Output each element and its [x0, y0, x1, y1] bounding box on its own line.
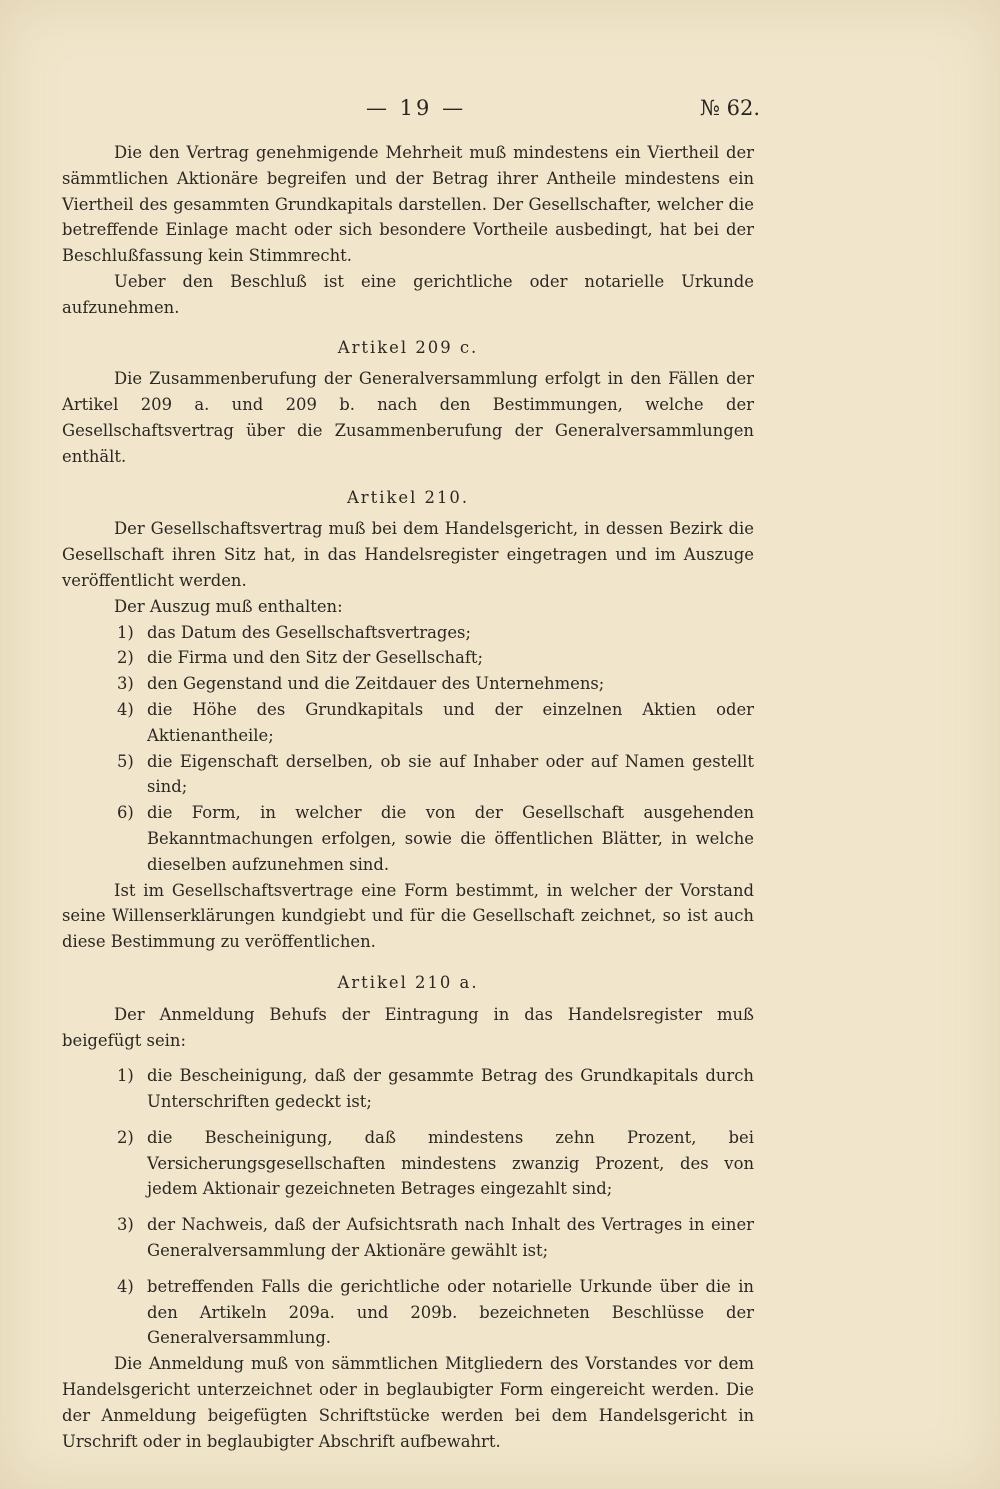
- list-number: 2): [117, 1127, 134, 1147]
- paragraph: Ist im Gesellschaftsvertrage eine Form bestimmt, in welcher der Vorstand seine Willenserklärungen kundgiebt und für die Gesellschaft zeichnet, so ist auch diese Bestimmung zu veröffentlichen.: [62, 880, 754, 952]
- list-number: 2): [117, 648, 134, 668]
- list-text: der Nachweis, daß der Aufsichtsrath nach Inhalt des Vertrages in einer Generalversammlung der Aktionäre gewählt ist;: [147, 1215, 754, 1261]
- list-item: [62, 620, 754, 646]
- enumerated-list: [62, 1063, 754, 1351]
- list-number: 3): [117, 674, 134, 694]
- body-text: [62, 140, 754, 1454]
- article-heading: Artikel 210 a.: [337, 972, 479, 992]
- list-item: [62, 749, 754, 801]
- list-item: [62, 1125, 754, 1202]
- list-item: [62, 1274, 754, 1351]
- article-heading: Artikel 209 c.: [337, 337, 479, 357]
- list-item: [62, 1212, 754, 1264]
- list-text: die Bescheinigung, daß mindestens zehn Prozent, bei Versicherungsgesellschaften mindestens zwanzig Prozent, des von jedem Aktionair gezeichneten Betrages eingezahlt sind;: [147, 1127, 754, 1199]
- running-header: [60, 96, 760, 126]
- paragraph: Die Zusammenberufung der Generalversammlung erfolgt in den Fällen der Artikel 209 a. und 209 b. nach den Bestimmungen, welche der Gesellschaftsvertrag über die Zusammenberufung der Generalversammlungen enthält.: [62, 369, 754, 466]
- paragraph: Der Anmeldung Behufs der Eintragung in das Handelsregister muß beigefügt sein:: [62, 1004, 754, 1050]
- paragraph: Der Gesellschaftsvertrag muß bei dem Handelsgericht, in dessen Bezirk die Gesellschaft ihren Sitz hat, in das Handelsregister eingetragen und im Auszuge veröffentlicht werden.: [62, 519, 754, 590]
- list-number: 4): [117, 699, 134, 719]
- list-number: 3): [117, 1215, 134, 1235]
- paragraph: Ueber den Beschluß ist eine gerichtliche oder notarielle Urkunde aufzunehmen.: [62, 271, 754, 317]
- list-text: die Höhe des Grundkapitals und der einzelnen Aktien oder Aktienantheile;: [147, 699, 754, 745]
- list-item: [62, 645, 754, 671]
- list-number: 4): [117, 1276, 134, 1296]
- list-text: den Gegenstand und die Zeitdauer des Unternehmens;: [147, 674, 605, 694]
- list-item: [62, 697, 754, 749]
- list-text: betreffenden Falls die gerichtliche oder notarielle Urkunde über die in den Artikeln 209a. und 209b. bezeichneten Beschlüsse der Generalversammlung.: [147, 1276, 754, 1348]
- list-text: die Form, in welcher die von der Gesellschaft ausgehenden Bekanntmachungen erfolgen, sowie die öffentlichen Blätter, in welche dieselben aufzunehmen sind.: [147, 803, 754, 874]
- list-item: [62, 1063, 754, 1115]
- list-number: 6): [117, 803, 134, 823]
- document-number: № 62.: [700, 96, 760, 120]
- list-text: die Eigenschaft derselben, ob sie auf Inhaber oder auf Namen gestellt sind;: [147, 751, 754, 797]
- article-heading: Artikel 210.: [346, 487, 470, 507]
- list-number: 5): [117, 751, 134, 771]
- list-text: die Firma und den Sitz der Gesellschaft;: [147, 648, 484, 668]
- list-item: [62, 800, 754, 877]
- paragraph: Der Auszug muß enthalten:: [114, 596, 343, 616]
- list-number: 1): [117, 622, 134, 642]
- list-item: [62, 671, 754, 697]
- enumerated-list: [62, 620, 754, 878]
- list-text: das Datum des Gesellschaftsvertrages;: [147, 622, 471, 642]
- page-number: — 19 —: [366, 96, 467, 120]
- list-number: 1): [117, 1066, 134, 1086]
- paragraph: Die Anmeldung muß von sämmtlichen Mitgliedern des Vorstandes vor dem Handelsgericht unterzeichnet oder in beglaubigter Form eingereicht werden. Die der Anmeldung beigefügten Schriftstücke werden bei dem Handelsgericht in Urschrift oder in beglaubigter Abschrift aufbewahrt.: [62, 1354, 754, 1451]
- list-text: die Bescheinigung, daß der gesammte Betrag des Grundkapitals durch Unterschriften gedeckt ist;: [147, 1066, 754, 1112]
- paragraph: Die den Vertrag genehmigende Mehrheit muß mindestens ein Viertheil der sämmtlichen Aktionäre begreifen und der Betrag ihrer Antheile mindestens ein Viertheil des gesammten Grundkapitals darstellen. Der Gesellschafter, welcher die betreffende Einlage macht oder sich besondere Vortheile ausbedingt, hat bei der Beschlußfassung kein Stimmrecht.: [62, 143, 754, 266]
